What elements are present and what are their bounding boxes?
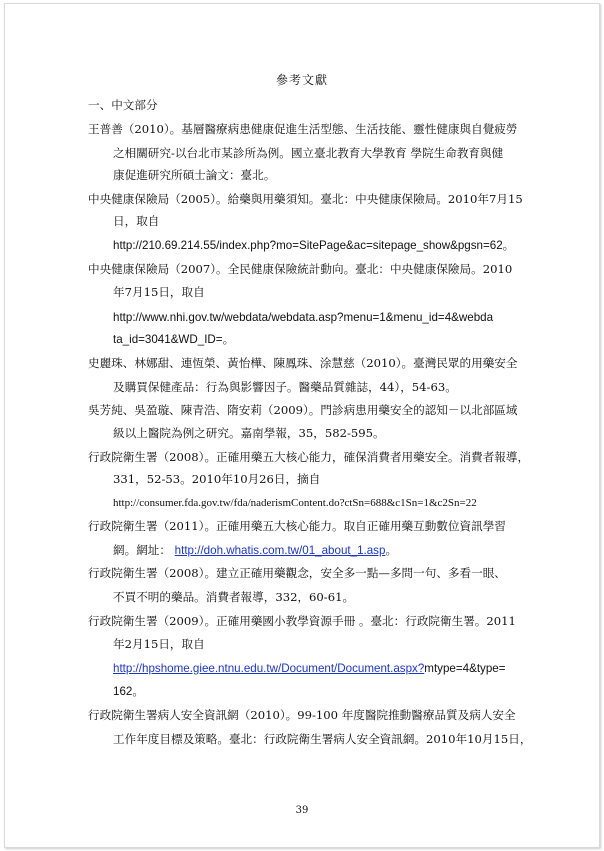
reference-url: http://www.nhi.gov.tw/webdata/webdata.asp?menu=1&menu_id=4&webda [113,311,494,324]
reference-line: 中央健康保險局（2005）。給藥與用藥須知。臺北：中央健康保險局。2010年7月15 [88,192,523,206]
reference-text: 網。網址： [113,543,171,557]
reference-line: 工作年度目標及策略。臺北：行政院衛生署病人安全資訊網。2010年10月15日， [113,732,532,746]
page-title: 參考文獻 [275,73,328,87]
reference-line: 331，52-53。2010年10月26日，摘自 [113,472,321,486]
reference-line: 及購買保健產品：行為與影響因子。醫藥品質雜誌，44），54-63。 [113,380,457,394]
hyperlink[interactable]: http://hpshome.giee.ntnu.edu.tw/Document/Document.aspx? [113,662,425,675]
reference-line: 不買不明的藥品。消費者報導，332，60-61。 [113,590,355,604]
hyperlink[interactable]: http://doh.whatis.com.tw/01_about_1.asp [174,544,386,557]
reference-url: ta_id=3041&WD_ID=。 [113,333,235,346]
reference-url: http://210.69.214.55/index.php?mo=SitePage&ac=sitepage_show&pgsn=62。 [113,239,515,252]
reference-line: 行政院衛生署（2011）。正確用藥五大核心能力。取自正確用藥互動數位資訊學習 [88,519,506,533]
reference-line: 之相關研究-以台北市某診所為例。國立臺北教育大學教育 學院生命教育與健 [113,146,504,160]
reference-line: 162。 [113,685,144,698]
reference-line: 行政院衛生署（2009）。正確用藥國小教學資源手冊 。臺北：行政院衛生署。2011 [88,614,516,628]
reference-line: 年7月15日，取自 [113,285,205,299]
reference-line: 級以上醫院為例之研究。嘉南學報，35，582-595。 [113,426,385,440]
reference-line: 吳芳純、吳盈璇、陳青浩、隋安莉（2009）。門診病患用藥安全的認知－以北部區域 [88,403,518,417]
reference-line: 行政院衛生署病人安全資訊網（2010）。99-100 年度醫院推動醫療品質及病人安全 [88,708,516,722]
reference-line: 年2月15日，取自 [113,637,205,651]
reference-line-with-link [113,661,506,676]
reference-line: 康促進研究所碩士論文：臺北。 [113,168,276,182]
reference-line: 王普善（2010）。基層醫療病患健康促進生活型態、生活技能、靈性健康與自覺疲勞 [88,122,518,136]
reference-line: 中央健康保險局（2007）。全民健康保險統計動向。臺北：中央健康保險局。2010 [88,262,513,276]
reference-line: 日，取自 [113,214,160,228]
reference-line-with-link [113,543,397,558]
page-number: 39 [295,805,309,816]
reference-text: 。 [385,543,398,557]
reference-url: http://consumer.fda.gov.tw/fda/naderismContent.do?ctSn=688&c1Sn=1&c2Sn=22 [113,497,477,509]
reference-line: 行政院衛生署（2008）。建立正確用藥觀念，安全多一點—多問一句、多看一眼、 [88,566,506,580]
reference-line: 行政院衛生署（2008）。正確用藥五大核心能力，確保消費者用藥安全。消費者報導， [88,450,530,464]
reference-line: 史麗珠、林娜甜、連恆榮、黃怡樺、陳鳳珠、涂慧慈（2010）。臺灣民眾的用藥安全 [88,356,518,370]
section-heading: 一、中文部分 [88,98,158,112]
reference-url-suffix: mtype=4&type= [424,662,506,675]
